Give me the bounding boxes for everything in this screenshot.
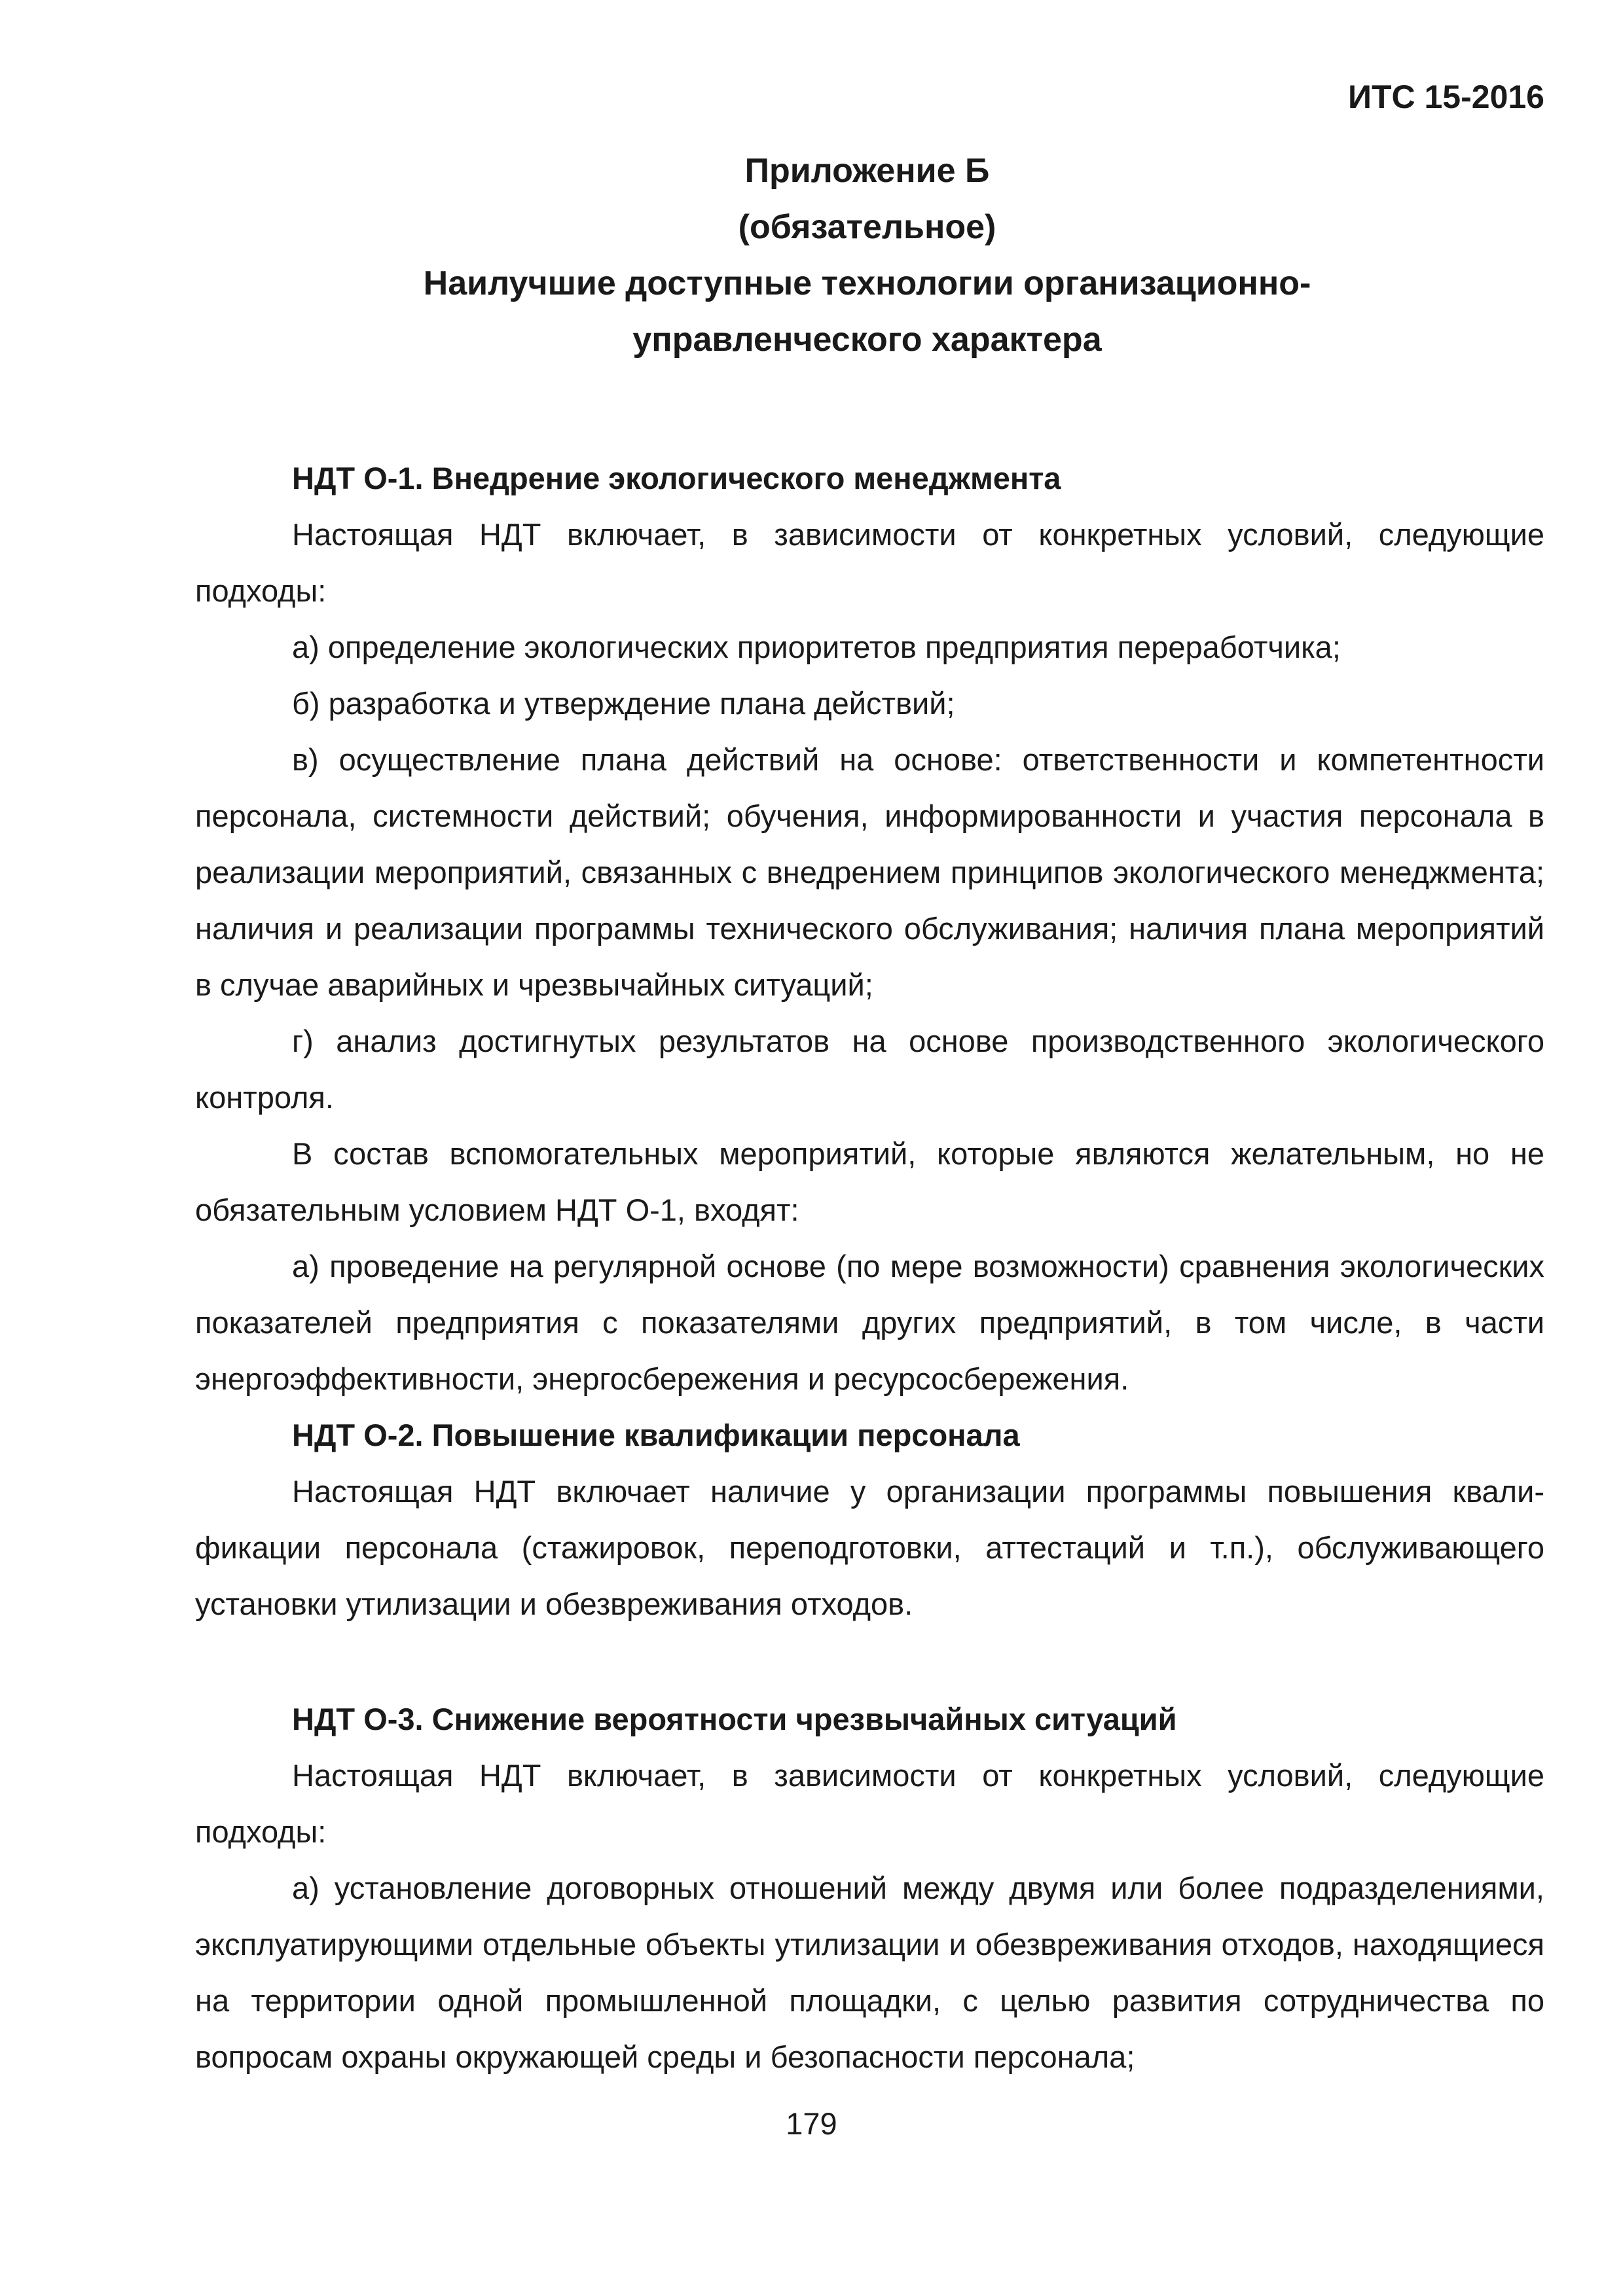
document-code: ИТС 15-2016 (1348, 79, 1544, 115)
page-number: 179 (786, 2106, 837, 2141)
section-o1-item-v: в) осуществление плана действий на основе: ответственности и компетентности персонала, системности действий; обучения, информированности и участия персонала в реализации мероприятий, связанных с внедрением принципов экологического менеджмента; наличия и реализации программы технического обслуживания; наличия плана мероприятий в случае аварийных и чрезвычайных ситуаций; (195, 742, 1544, 1002)
section-o1-title: НДТ О-1. Внедрение экологического менеджмента (292, 461, 1061, 495)
appendix-subtitle-line-2: управленческого характера (632, 321, 1102, 359)
section-o1-item-g: г) анализ достигнутых результатов на основе производственного экологического контроля. (195, 1024, 1544, 1115)
section-o1-aux-item-a: а) проведение на регулярной основе (по мере возможности) сравнения экологических показателей предприятия с показателями других предприятий, в том числе, в части энергоэффективности, энергосбережения и ресурсосбережения. (195, 1249, 1544, 1396)
appendix-status: (обязательное) (738, 208, 996, 246)
appendix-title: Приложение Б (744, 152, 990, 190)
appendix-heading (190, 143, 1544, 368)
section-o1-aux-intro: В состав вспомогательных мероприятий, которые являются желательным, но не обязательным условием НДТ О-1, входят: (195, 1136, 1544, 1227)
section-spacer (195, 1632, 1544, 1691)
section-o3-intro: Настоящая НДТ включает, в зависимости от конкретных условий, следующие подходы: (195, 1758, 1544, 1849)
section-o2-text: Настоящая НДТ включает наличие у организации программы повышения квалификации персонала (стажировок, переподготовки, аттестаций и т.п.), обслуживающего установки утилизации и обезвреживания отходов. (195, 1474, 1544, 1621)
section-o3-title: НДТ О-3. Снижение вероятности чрезвычайных ситуаций (292, 1702, 1177, 1736)
section-o3-item-a: а) установление договорных отношений между двумя или более подразделениями, эксплуатирующими отдельные объекты утилизации и обезвреживания отходов, находящиеся на территории одной промышленной площадки, с целью развития сотрудничества по вопросам охраны окружающей среды и безопасности персонала; (195, 1871, 1544, 2074)
section-o1-item-a: а) определение экологических приоритетов предприятия переработчика; (292, 630, 1341, 664)
section-o2-title: НДТ О-2. Повышение квалификации персонала (292, 1418, 1020, 1452)
section-o1-item-b: б) разработка и утверждение плана действий; (292, 686, 955, 721)
section-o1-intro: Настоящая НДТ включает, в зависимости от конкретных условий, следующие подходы: (195, 517, 1544, 608)
appendix-subtitle-line-1: Наилучшие доступные технологии организационно- (423, 264, 1311, 302)
document-body (195, 450, 1544, 2085)
